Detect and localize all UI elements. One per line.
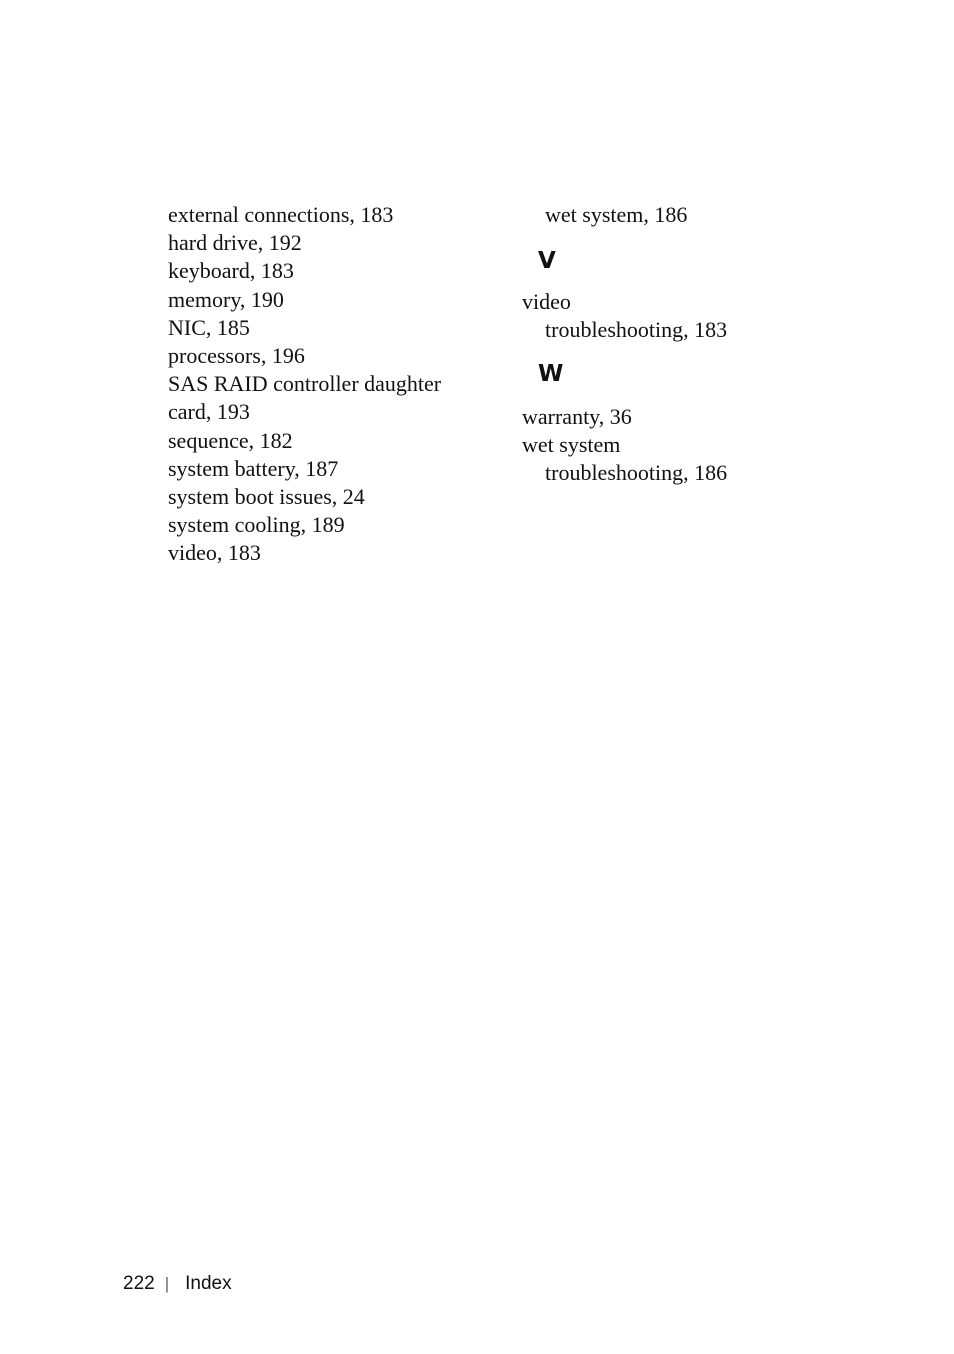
index-entry: external connections, 183 — [168, 202, 394, 227]
index-sub-entry: troubleshooting, 186 — [545, 460, 728, 486]
page-number: 222 — [123, 1273, 155, 1294]
index-entry: system cooling, 189 — [168, 512, 345, 538]
section-letter-w: W — [538, 360, 564, 387]
index-entry: hard drive, 192 — [168, 230, 302, 256]
index-left-column — [145, 201, 441, 568]
page-footer — [123, 1272, 232, 1296]
index-entry: memory, 190 — [168, 286, 284, 312]
index-entry: SAS RAID controller daughter — [168, 371, 442, 397]
footer-separator: | — [164, 1274, 170, 1293]
index-sub-entry: wet system, 186 — [545, 202, 688, 227]
index-entry: warranty, 36 — [522, 403, 632, 429]
index-entry: NIC, 185 — [168, 314, 250, 340]
index-entry: system boot issues, 24 — [168, 484, 365, 510]
footer-section-title: Index — [185, 1273, 232, 1294]
index-entry: processors, 196 — [168, 343, 305, 369]
index-sub-entry: troubleshooting, 183 — [545, 317, 728, 343]
index-entry-continuation: card, 193 — [168, 399, 250, 425]
index-entry: system battery, 187 — [168, 455, 339, 481]
index-entry: sequence, 182 — [168, 427, 293, 453]
index-right-column — [522, 201, 727, 487]
section-letter-v: V — [538, 248, 556, 275]
index-entry: video — [522, 289, 571, 315]
index-entry: video, 183 — [168, 540, 261, 566]
index-entry: keyboard, 183 — [168, 258, 294, 284]
index-entry: wet system — [522, 431, 621, 457]
